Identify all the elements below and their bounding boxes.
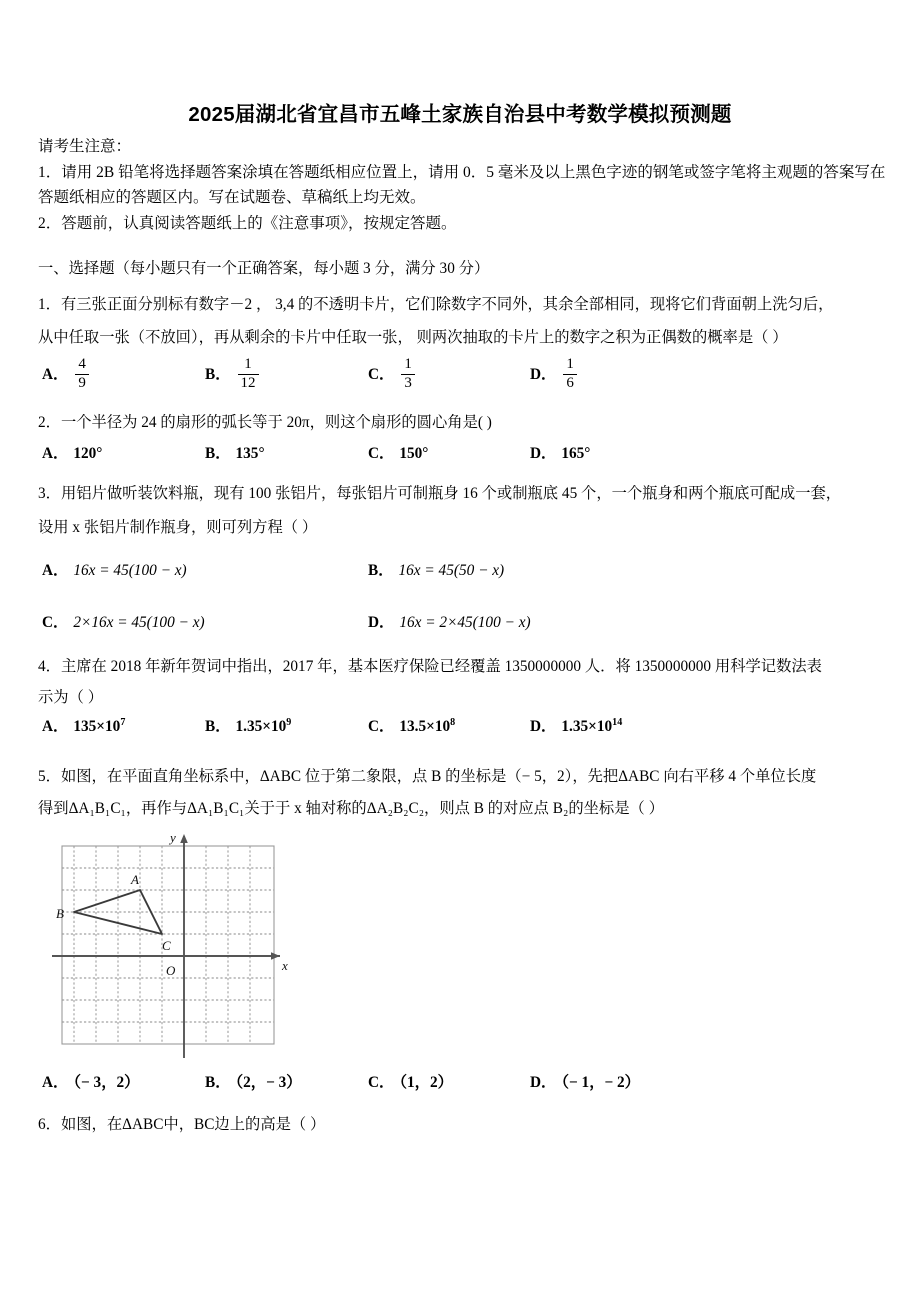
- option-letter: C．: [368, 718, 395, 735]
- question-4-option-c[interactable]: [368, 714, 455, 736]
- option-letter: A．: [42, 718, 69, 735]
- fraction-denominator: 9: [78, 374, 86, 391]
- option-text: （− 3，2）: [73, 1074, 140, 1091]
- page-title: 2025届湖北省宜昌市五峰土家族自治县中考数学模拟预测题: [188, 103, 732, 126]
- question-1-options: [0, 356, 920, 391]
- option-letter: A．: [42, 365, 69, 383]
- question-1-text-1: 有三张正面分别标有数字－2 ， 3,4 的不透明卡片，它们除数字不同外，其余全部相同，现将它们背面朝上洗匀后，: [60, 296, 834, 313]
- option-letter: A．: [42, 445, 69, 462]
- option-exponent: 7: [120, 716, 126, 728]
- question-2-options: [0, 441, 920, 465]
- option-mantissa: 135×10: [73, 718, 121, 735]
- question-1-number: 1．: [38, 296, 61, 313]
- question-5-stem-line-2: 得到ΔA₁B₁C₁，再作与ΔA₁B₁C₁关于于 x 轴对称的ΔA₂B₂C₂，则点 B 的对应点 B₂的坐标是（ ）: [38, 800, 664, 817]
- question-5-stem-line-1: [38, 760, 910, 794]
- option-letter: C．: [368, 365, 395, 383]
- question-2-option-d[interactable]: [530, 441, 590, 463]
- question-6-number: 6．: [38, 1116, 61, 1133]
- fraction-1-6: [563, 357, 577, 392]
- option-exponent: 8: [450, 716, 456, 728]
- question-4-stem-line-2: 示为（ ）: [38, 689, 104, 706]
- question-4-options: [0, 714, 920, 738]
- question-6-stem-line-1: [38, 1108, 898, 1142]
- coordinate-plane-svg: [52, 828, 302, 1060]
- option-exponent: 14: [612, 716, 623, 728]
- question-3-option-d[interactable]: [368, 610, 531, 632]
- option-text: （1，2）: [399, 1074, 453, 1091]
- question-1-option-b[interactable]: [205, 358, 261, 393]
- question-4-option-d[interactable]: [530, 714, 622, 736]
- question-5-option-c[interactable]: [368, 1070, 453, 1092]
- option-letter: A．: [42, 562, 69, 579]
- option-mantissa: 1.35×10: [561, 718, 613, 735]
- question-2-option-a[interactable]: [42, 441, 102, 463]
- option-letter: D．: [530, 1074, 557, 1091]
- option-letter: B．: [205, 718, 231, 735]
- question-6-text-1: 如图，在ΔABC中，BC边上的高是（ ）: [60, 1116, 326, 1133]
- option-letter: A．: [42, 1074, 69, 1091]
- option-letter: D．: [530, 718, 557, 735]
- fraction-1-3: [401, 357, 415, 392]
- question-4-option-a[interactable]: [42, 714, 125, 736]
- question-3-stem-line-1: [38, 477, 904, 511]
- fraction-denominator: 3: [404, 374, 412, 391]
- vertex-label-c: C: [162, 938, 171, 953]
- question-5-number: 5．: [38, 768, 61, 785]
- option-text: 120°: [73, 445, 103, 462]
- option-letter: D．: [530, 445, 557, 462]
- option-text: （− 1，− 2）: [561, 1074, 640, 1091]
- fraction-numerator: 1: [401, 357, 415, 375]
- question-3-number: 3．: [38, 485, 61, 502]
- question-3-option-a[interactable]: [42, 558, 187, 580]
- question-1-option-c[interactable]: [368, 358, 417, 393]
- y-axis-label: y: [170, 830, 176, 845]
- option-letter: C．: [42, 614, 69, 631]
- fraction-1-12: [238, 357, 259, 392]
- question-1-stem-line-2: 从中任取一张（不放回），再从剩余的卡片中任取一张， 则两次抽取的卡片上的数字之积为正偶数的概率是（ ）: [38, 329, 788, 346]
- question-4-text-1: 主席在 2018 年新年贺词中指出，2017 年，基本医疗保险已经覆盖 1350000000 人．将 1350000000 用科学记数法表: [60, 658, 822, 675]
- fraction-4-9: [75, 357, 89, 392]
- question-1-option-d[interactable]: [530, 358, 579, 393]
- question-5-option-a[interactable]: [42, 1070, 139, 1092]
- option-letter: B．: [205, 445, 231, 462]
- question-2-stem-line-1: [38, 406, 898, 440]
- option-text: （2，− 3）: [235, 1074, 302, 1091]
- question-5-text-1: 如图，在平面直角坐标系中，ΔABC 位于第二象限，点 B 的坐标是（− 5，2），先把ΔABC 向右平移 4 个单位长度: [60, 768, 817, 785]
- option-text: 135°: [235, 445, 265, 462]
- option-letter: D．: [368, 614, 395, 631]
- question-3-text-1: 用铝片做听装饮料瓶，现有 100 张铝片，每张铝片可制瓶身 16 个或制瓶底 45 个，一个瓶身和两个瓶底可配成一套，: [60, 485, 842, 502]
- option-letter: B．: [205, 1074, 231, 1091]
- x-axis-arrow: [271, 952, 280, 960]
- question-4-option-b[interactable]: [205, 714, 291, 736]
- question-2-text-1: 一个半径为 24 的扇形的弧长等于 20π，则这个扇形的圆心角是( ): [60, 414, 492, 431]
- option-letter: D．: [530, 365, 557, 383]
- option-text: 150°: [399, 445, 429, 462]
- option-mantissa: 1.35×10: [235, 718, 287, 735]
- fraction-numerator: 1: [238, 357, 259, 375]
- question-1-stem-line-1: [38, 288, 894, 322]
- question-1-option-a[interactable]: [42, 358, 91, 393]
- question-2-option-b[interactable]: [205, 441, 265, 463]
- question-3-stem-line-2: 设用 x 张铝片制作瓶身，则可列方程（ ）: [38, 519, 318, 536]
- fraction-denominator: 12: [240, 374, 256, 391]
- option-letter: C．: [368, 445, 395, 462]
- fraction-denominator: 6: [566, 374, 574, 391]
- option-mantissa: 13.5×10: [399, 718, 451, 735]
- fraction-numerator: 4: [75, 357, 89, 375]
- candidate-notice: [38, 134, 888, 236]
- option-letter: B．: [205, 365, 231, 383]
- vertex-label-a: A: [131, 872, 139, 887]
- section-heading-multiple-choice: 一、选择题（每小题只有一个正确答案，每小题 3 分，满分 30 分）: [38, 260, 490, 277]
- question-4-number: 4．: [38, 658, 61, 675]
- option-text: 165°: [561, 445, 591, 462]
- option-text: 16x = 2×45(100 − x): [399, 614, 531, 631]
- question-5-option-d[interactable]: [530, 1070, 640, 1092]
- option-letter: C．: [368, 1074, 395, 1091]
- question-5-option-b[interactable]: [205, 1070, 302, 1092]
- vertex-label-b: B: [56, 906, 64, 921]
- notice-item-2: 2．答题前，认真阅读答题纸上的《注意事项》，按规定答题。: [38, 214, 457, 232]
- question-2-option-c[interactable]: [368, 441, 428, 463]
- question-4-stem-line-1: [38, 650, 906, 684]
- notice-heading: 请考生注意：: [38, 138, 132, 155]
- question-5-figure: [52, 828, 302, 1060]
- option-text: 16x = 45(50 − x): [398, 562, 505, 579]
- notice-item-1: 1．请用 2B 铅笔将选择题答案涂填在答题纸相应位置上，请用 0．5 毫米及以上黑色字迹的钢笔或签字笔将主观题的答案写在答题纸相应的答题区内。写在试题卷、草稿纸上均无效。: [38, 163, 886, 207]
- x-axis-label: x: [282, 958, 288, 973]
- option-letter: B．: [368, 562, 394, 579]
- option-text: 16x = 45(100 − x): [73, 562, 187, 579]
- question-3-option-c[interactable]: [42, 610, 205, 632]
- question-5-options: [0, 1070, 920, 1094]
- fraction-numerator: 1: [563, 357, 577, 375]
- y-axis-arrow: [180, 834, 188, 843]
- question-2-number: 2．: [38, 414, 61, 431]
- question-3-options-row-1: [0, 558, 920, 582]
- option-exponent: 9: [286, 716, 292, 728]
- option-text: 2×16x = 45(100 − x): [73, 614, 205, 631]
- question-3-options-row-2: [0, 610, 920, 634]
- question-3-option-b[interactable]: [368, 558, 504, 580]
- origin-label: O: [166, 963, 176, 978]
